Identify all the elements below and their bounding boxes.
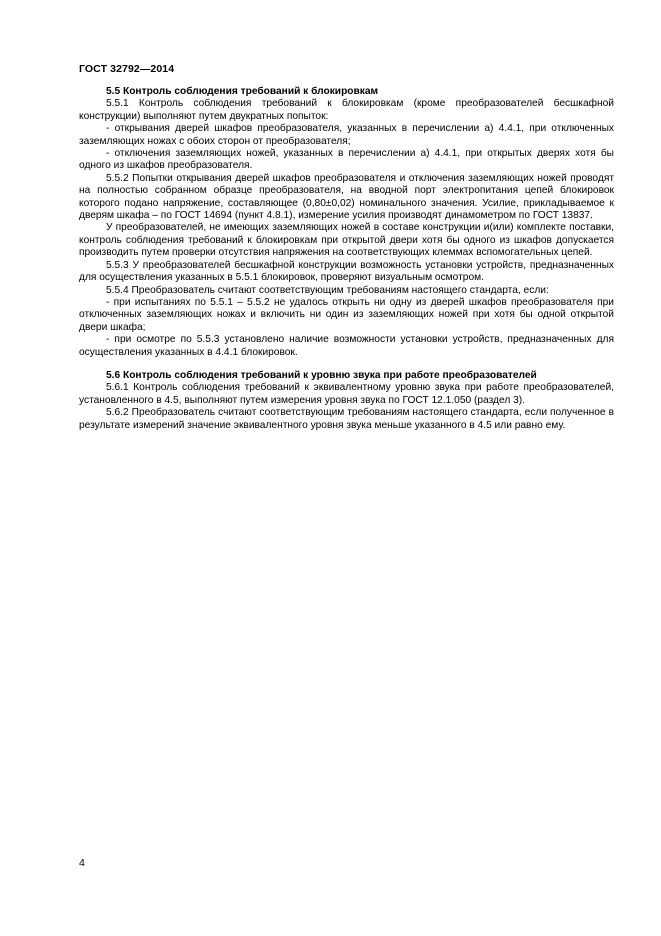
page-number: 4 [79, 857, 85, 869]
paragraph-5-6-1: 5.6.1 Контроль соблюдения требований к эквивалентному уровню звука при работе преобразователей, установленного в 4.5, выполняют путем измерения уровня звука по ГОСТ 12.1.050 (раздел 3). [79, 382, 614, 406]
list-item: - при испытаниях по 5.5.1 – 5.5.2 не удалось открыть ни одну из дверей шкафов преобразователя при отключенных заземляющих ножах и включить ни один из заземляющих ножей при хотя бы одной открытой двери шкафа; [79, 296, 614, 333]
document-body [79, 86, 614, 432]
paragraph-5-5-4: 5.5.4 Преобразователь считают соответствующим требованиям настоящего стандарта, если: [106, 284, 549, 296]
document-header: ГОСТ 32792—2014 [79, 63, 175, 75]
section-5-6-heading: 5.6 Контроль соблюдения требований к уровню звука при работе преобразователей [106, 369, 537, 381]
paragraph-5-6-2: 5.6.2 Преобразователь считают соответствующим требованиям настоящего стандарта, если полученное в результате измерений значение эквивалентного уровня звука меньше указанного в 4.5 или равно ему. [79, 407, 614, 431]
list-item: - при осмотре по 5.5.3 установлено наличие возможности установки устройств, предназначенных для осуществления указанных в 4.4.1 блокировок. [79, 334, 614, 358]
list-item: - открывания дверей шкафов преобразователя, указанных в перечислении а) 4.4.1, при отключенных заземляющих ножах с обоих сторон от преобразователя; [79, 123, 614, 147]
section-5-5-heading: 5.5 Контроль соблюдения требований к блокировкам [106, 86, 379, 97]
paragraph-5-5-3: 5.5.3 У преобразователей бесшкафной конструкции возможность установки устройств, предназначенных для осуществления указанных в 5.5.1 блокировок, проверяют визуальным осмотром. [79, 259, 614, 284]
paragraph-5-5-2-continued: У преобразователей, не имеющих заземляющих ножей в составе конструкции и(или) комплекте поставки, контроль соблюдения требований к блокировкам при открытой двери хотя бы одного из шкафов допускается производить путем проверки отсутствия напряжения на соответствующих клеммах вспомогательных цепей. [79, 222, 614, 259]
paragraph-5-5-1: 5.5.1 Контроль соблюдения требований к блокировкам (кроме преобразователей бесшкафной конструкции) выполняют путем двукратных попыток: [79, 98, 614, 122]
paragraph-5-5-2: 5.5.2 Попытки открывания дверей шкафов преобразователя и отключения заземляющих ножей проводят на полностью собранном образце преобразователя, на вводной порт электропитания цепей блокировок которого подано напряжение, составляющее (0,80±0,02) номинального значения. Усилие, прикладываемое к дверям шкафа – по ГОСТ 14694 (пункт 4.8.1), измерение усилия производят динамометром по ГОСТ 13837. [79, 172, 614, 222]
list-item: - отключения заземляющих ножей, указанных в перечислении а) 4.4.1, при открытых дверях хотя бы одного из шкафов преобразователя. [79, 148, 614, 172]
